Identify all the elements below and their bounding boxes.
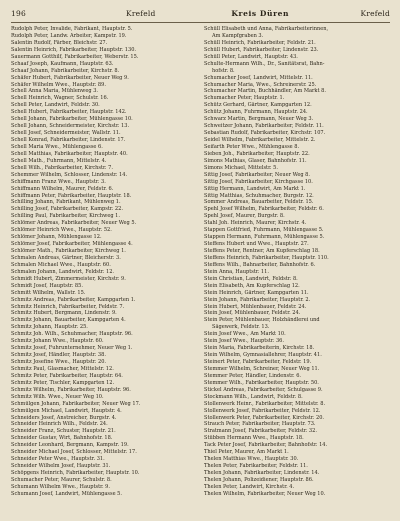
directory-entry: Schell Johann, Fabrikarbeiter, Mühlengasse 10.	[11, 116, 133, 123]
directory-entry: Schüll Peter, Landwirt, Hauptstr. 43.	[204, 53, 298, 60]
directory-entry: Schneiders Josef, Anstreicher, Burgstr. 4.	[11, 414, 117, 421]
directory-entry: Schmitz Josefine Wwe., Hauptstr. 20.	[11, 359, 107, 365]
directory-entry: Schütz Johann, Fuhrmann, Hauptstr. 24.	[204, 109, 308, 116]
header-rule	[11, 22, 390, 23]
directory-entry: Schüll Hubert, Fabrikarbeiter, Lindenstr. 23.	[204, 46, 319, 53]
directory-entry: Rudolph Peter, Invalide, Fabrikant, Hauptstr. 5.	[11, 26, 133, 32]
directory-entry: Sieben Joh., Fabrikarbeiter, Hauptstr. 22.	[204, 150, 310, 157]
directory-columns	[11, 26, 390, 498]
directory-entry: Thelen Peter, Landwirt, Kirchstr. 4.	[204, 483, 295, 490]
directory-entry: Schmalen Michael Wwe., Hauptstr. 60.	[11, 261, 111, 268]
directory-entry: Schneider Heinrich Wilh., Feldstr. 24.	[11, 421, 108, 428]
directory-entry: Schell Matthias, Fabrikarbeiter, Hauptstr. 40.	[11, 150, 128, 157]
directory-entry: Schemmer Wilhelm, Schlosser, Lindenstr. 14.	[11, 171, 128, 178]
directory-entry: Sittig Matthias, Schuhmacher, Burgstr. 12.	[204, 192, 314, 199]
directory-entry: Stein Anna, Hauptstr. 11.	[204, 268, 269, 275]
directory-entry: Schmitz Peter, Tischler, Kampgarten 12.	[11, 379, 115, 386]
directory-entry: Steffens Peter, Rentner, Am Kupferschlag 18.	[204, 248, 320, 254]
directory-entry: Schell Heinrich, Wagner, Schulstr. 16.	[11, 95, 109, 102]
directory-entry: Schumacher Peter, Hauptstr. 1.	[204, 95, 285, 102]
directory-entry: Schell Anna Maria, Mühlenweg 3.	[11, 88, 99, 95]
directory-entry: Schilling Paul, Fabrikarbeiter, Kirchweg 1.	[11, 213, 120, 220]
directory-entry: Stappen Hermann, Fuhrmann, Mühlengasse 5.	[204, 234, 325, 241]
directory-entry: Sebastian Rudolf, Fabrikarbeiter, Kirchstr. 107.	[204, 130, 326, 137]
directory-entry: Schöpgens Heinrich, Fabrikarbeiter, Hauptstr. 10.	[11, 470, 140, 476]
directory-entry: Schell Hubert, Fabrikarbeiter, Hauptstr. 142.	[11, 109, 127, 116]
directory-entry: Schlömer Andreas, Fabrikarbeiter, Neuer Weg 5.	[11, 220, 137, 227]
right-running-title: Krefeld	[360, 8, 390, 18]
directory-entry: Schneider Wilhelm Josef, Hauptstr. 31.	[11, 463, 111, 470]
directory-entry: Stein Josef Wwe., Am Markt 10.	[204, 331, 286, 338]
directory-entry: Am Kampfgraben 3.	[212, 32, 264, 39]
right-column	[204, 26, 389, 498]
directory-entry: Stahl Joh. Heinrich, Maurer, Kirchstr. 4.	[204, 220, 307, 227]
directory-entry: Schumann Josef, Landwirt, Mühlengasse 5.	[11, 490, 122, 497]
directory-entry: Schmitz Josef, Händler, Hauptstr. 38.	[11, 352, 106, 359]
directory-entry: Schüll Heinrich, Fabrikarbeiter, Feldstr. 21.	[204, 39, 316, 46]
directory-entry: Steffens Heinrich, Fabrikarbeiter, Hauptstr. 110.	[204, 254, 329, 261]
directory-entry: Stollenwerk Josef, Fabrikarbeiter, Feldstr. 12.	[204, 407, 321, 414]
directory-entry: Thelen Matthias Wwe., Hauptstr. 30.	[204, 456, 299, 463]
directory-entry: Schmitz Johann, Bauarbeiter, Kampgarten 4.	[11, 317, 126, 324]
directory-entry: Stein Hubert, Mühlenbauer, Feldstr. 24.	[204, 303, 307, 310]
directory-entry: Schumacher Peter, Maurer, Schulstr. 8.	[11, 476, 112, 483]
page-header	[11, 5, 390, 21]
directory-entry: Schmidt Josef, Hauptstr. 85.	[11, 282, 83, 289]
directory-entry: Tack Peter Josef, Fabrikarbeiter, Bahnhofstr. 14.	[204, 442, 328, 449]
directory-entry: Stockmann Wilh., Landwirt, Feldstr. 8.	[204, 393, 303, 400]
directory-entry: Steffens Hubert und Wwe., Hauptstr. 27.	[204, 241, 309, 248]
directory-entry: Strauch Peter, Fabrikarbeiter, Hauptstr. 73.	[204, 421, 316, 428]
directory-entry: Schell Josef, Schneidermeister, Wallstr. 11.	[11, 130, 121, 137]
directory-entry: hofstr. 8.	[212, 67, 235, 74]
directory-entry: Schumann Wilhelm Wwe., Hauptstr. 9.	[11, 483, 110, 490]
directory-entry: Spehl Josef Wilhelm, Fabrikarbeiter, Feldstr. 6.	[204, 206, 324, 213]
directory-entry: Stemmer Peter, Händler, Lindenstr. 6.	[204, 372, 302, 379]
directory-entry: Schell Math., Fuhrmann, Mittelstr. 4.	[11, 157, 107, 164]
directory-entry: Thiel Peter, Maurer, Am Markt 1.	[204, 449, 289, 456]
directory-entry: Schiffmann Franz Wwe., Hauptstr. 3.	[11, 178, 106, 185]
directory-entry: Simons Michael, Mittelstr. 5.	[204, 164, 278, 171]
directory-entry: Stein Josef Wwe., Hauptstr. 36.	[204, 338, 284, 345]
directory-entry: Schneider Franz, Schuster, Hauptstr. 21.	[11, 428, 116, 435]
directory-entry: Schmitz Wilhelm, Fabrikarbeiter, Hauptstr. 96.	[11, 386, 131, 393]
directory-entry: Schmitz Josef, Fuhrunternehmer, Neuer Weg 1.	[11, 345, 133, 352]
directory-entry: Sittig Josef, Fabrikarbeiter, Kirchgasse 10.	[204, 178, 313, 185]
directory-entry: Salentin Heinrich, Fabrikarbeiter, Hauptstr. 130.	[11, 46, 137, 53]
directory-entry: Schmitz Peter, Fabrikarbeiter, Hauptstr. 64.	[11, 372, 123, 379]
left-running-title: Krefeld	[126, 8, 156, 18]
directory-entry: Thelen Peter, Fabrikarbeiter, Feldstr. 11.	[204, 463, 308, 470]
directory-entry: Schaaf Joseph, Kaufmann, Hauptstr. 63.	[11, 60, 114, 67]
directory-entry: Schüll Elisabeth und Anna, Fabrikarbeiterinnen,	[204, 26, 329, 32]
directory-entry: Schmitz Johann, Hauptstr. 25.	[11, 324, 88, 331]
directory-entry: Schmitz Heinrich, Fabrikarbeiter, Feldstr. 7.	[11, 303, 125, 310]
directory-entry: Schumacher Martin, Buchhändler, Am Markt 8.	[204, 88, 326, 95]
directory-entry: Stemmer Wilh., Fabrikarbeiter, Hauptstr. 50.	[204, 379, 319, 386]
directory-entry: Salentin Rudolf, Färber, Bleichstr. 27.	[11, 39, 108, 46]
directory-entry: Schäfer Wilhelm Wwe., Hauptstr. 89.	[11, 81, 106, 88]
directory-entry: Schell Johann, Schneidermeister, Kirchstr. 13.	[11, 123, 130, 130]
directory-entry: Schaaf Johann, Fabrikarbeiter, Kirchstr. 8.	[11, 67, 120, 74]
directory-entry: Schmidt Hubert, Zimmermeister, Kirchstr. 9.	[11, 275, 126, 282]
directory-entry: Schiffmann Peter, Fabrikarbeiter, Hauptstr. 18.	[11, 192, 132, 199]
directory-entry: Schäfer Hubert, Fabrikarbeiter, Neuer Weg 9.	[11, 74, 129, 81]
directory-entry: Schell Maria Wwe., Mühlengasse 6.	[11, 143, 103, 150]
directory-entry: Sauermann Gotthilf, Fabrikarbeiter, Weberstr. 15.	[11, 53, 139, 60]
city-title: Kreis Düren	[231, 8, 290, 18]
left-column	[11, 26, 196, 498]
directory-entry: Schlömer Johann, Mühlengasse 12.	[11, 234, 102, 241]
directory-entry: Stein Johann, Fabrikarbeiter, Hauptstr. 2.	[204, 296, 311, 303]
directory-entry: Stein Heinrich, Gärtner, Kampgarten 11.	[204, 289, 309, 296]
directory-entry: Stollenwerk Peter, Fabrikarbeiter, Kirchstr. 20.	[204, 414, 325, 421]
directory-entry: Schilling Josef, Fabrikarbeiter, Kampstr. 22.	[11, 206, 123, 213]
directory-entry: Schmalen Andreas, Gärtner, Bleicherstr. 3.	[11, 254, 121, 261]
directory-entry: Sittig Josef, Fabrikarbeiter, Neuer Weg 8.	[204, 171, 310, 178]
directory-entry: Schilling Johann, Fabrikant, Mühlenweg 1.	[11, 199, 121, 206]
directory-entry: Steinert Peter, Fabrikarbeiter, Feldstr. 19.	[204, 359, 312, 365]
directory-entry: Schmalen Johann, Landwirt, Feldstr. 12.	[11, 268, 115, 275]
directory-entry: Schlömer Math., Fabrikarbeiter, Kirchweg 1.	[11, 248, 126, 254]
directory-entry: Schmitz Hubert, Bergmann, Lindenstr. 9.	[11, 310, 117, 317]
directory-entry: Schumacher Maria, Wwe., Schreinerstr. 25.	[204, 81, 317, 88]
directory-entry: Schmitz Andreas, Fabrikarbeiter, Kampgarten 1.	[11, 296, 136, 303]
directory-entry: Schlömer Josef, Fabrikarbeiter, Mühlengasse 4.	[11, 241, 133, 248]
directory-entry: Thelen Johann, Fabrikarbeiter, Lindenstr. 14.	[204, 470, 320, 476]
directory-entry: Schmitz Wilh. Wwe., Neuer Weg 10.	[11, 393, 104, 400]
directory-entry: Schneider Michael Josef, Schlosser, Mittelstr. 17.	[11, 449, 137, 456]
directory-entry: Spehl Josef, Maurer, Burgstr. 8.	[204, 213, 285, 220]
directory-entry: Thelen Johann, Polizeidiener, Hauptstr. 86.	[204, 476, 314, 483]
directory-entry: Schmülgen Michael, Landwirt, Hauptstr. 4.	[11, 407, 122, 414]
directory-entry: Schulte-Hermann Wilh., Dr., Sanitätsrat, Bahn-	[204, 60, 325, 67]
directory-entry: Schweitzer Johann, Fabrikarbeiter, Feldstr. 11.	[204, 123, 324, 130]
directory-entry: Stein Josef, Mühlenbauer, Feldstr. 24.	[204, 310, 301, 317]
directory-entry: Sommer Andreas, Bauarbeiter, Feldstr. 15.	[204, 199, 314, 206]
directory-entry: Rudolph Peter, Landw. Arbeiter, Kampstr. 19.	[11, 32, 127, 39]
directory-entry: Stappen Gottfried, Fuhrmann, Mühlengasse 5.	[204, 227, 324, 234]
directory-entry: Sägewerk, Feldstr. 13.	[212, 324, 270, 331]
directory-entry: Stemmer Wilhelm, Schreiner, Neuer Weg 11.	[204, 365, 320, 372]
directory-entry: Schumacher Josef, Landwirt, Mittelstr. 11.	[204, 74, 313, 81]
directory-entry: Stickel Andreas, Fabrikarbeiter, Schulgasse 9.	[204, 386, 323, 393]
directory-entry: Stübben Hermann Wwe., Hauptstr. 18.	[204, 435, 304, 442]
directory-entry: Seidel Wilhelm, Fabrikarbeiter, Mittelstr. 2.	[204, 137, 316, 143]
directory-entry: Stein Christian, Landwirt, Feldstr. 8.	[204, 275, 298, 282]
directory-entry: Schell Peter, Landwirt, Feldstr. 30.	[11, 102, 100, 109]
directory-entry: Schmülgen Johann, Fabrikarbeiter, Neuer Weg 17.	[11, 400, 141, 407]
directory-entry: Schmitz Johann Wwe., Hauptstr. 60.	[11, 338, 104, 345]
directory-entry: Stein Wilhelm, Gymnasiallehrer, Hauptstr. 41.	[204, 352, 322, 359]
directory-entry: Schmitz Paul, Glasmacher, Mittelstr. 12.	[11, 365, 114, 372]
directory-entry: Schwarz Martin, Bergmann, Neuer Weg 3.	[204, 116, 314, 123]
directory-entry: Stollenwerk Heinr., Fabrikarbeiter, Mittelstr. 8.	[204, 400, 326, 407]
directory-entry: Schiffmann Wilhelm, Maurer, Feldstr. 6.	[11, 185, 114, 192]
directory-entry: Steffens Wilh., Bahnarbeiter, Bahnhofstr. 6.	[204, 261, 316, 268]
directory-entry: Stratmann Josef, Fabrikarbeiter, Feldstr. 32.	[204, 428, 317, 435]
directory-entry: Schell Konrad, Fabrikarbeiter, Lindenstr. 17.	[11, 137, 126, 143]
directory-entry: Stein Maria, Fabrikarbeiterin, Kirchstr. 18.	[204, 345, 315, 352]
directory-entry: Schneider Gustav, Wirt, Bahnhofstr. 18.	[11, 435, 113, 442]
directory-entry: Seifarth Peter Wwe., Mühlengasse 8.	[204, 143, 300, 150]
directory-entry: Schmitt Wilhelm, Wallstr. 15.	[11, 289, 86, 296]
directory-entry: Schlömer Heinrich Wwe., Hauptstr. 52.	[11, 227, 112, 234]
page-number: 196	[11, 8, 26, 18]
directory-entry: Schell Wilh., Fabrikarbeiter, Kirchstr. 7.	[11, 164, 113, 171]
directory-entry: Sittig Hermann, Landwirt, Am Markt 1.	[204, 185, 306, 192]
directory-entry: Schütz Gerhard, Gärtner, Kampgarten 12.	[204, 102, 312, 109]
directory-entry: Stein Elisabeth, Am Kupferschlag 12.	[204, 282, 300, 289]
directory-entry: Simons Mathias, Glaser, Bahnhofstr. 11.	[204, 157, 307, 164]
directory-entry: Schneider Leonhard, Bergmann, Kampstr. 19.	[11, 442, 129, 449]
directory-entry: Stein Peter, Mühlenbauer, Holzhändlerei und	[204, 317, 320, 324]
directory-entry: Thelen Wilhelm, Fabrikarbeiter, Neuer Weg 10.	[204, 490, 326, 497]
directory-entry: Schmitz Joh. Wilh., Schuhmacher, Hauptstr. 96.	[11, 331, 133, 338]
directory-entry: Schneider Peter Wwe., Hauptstr. 31.	[11, 456, 105, 463]
